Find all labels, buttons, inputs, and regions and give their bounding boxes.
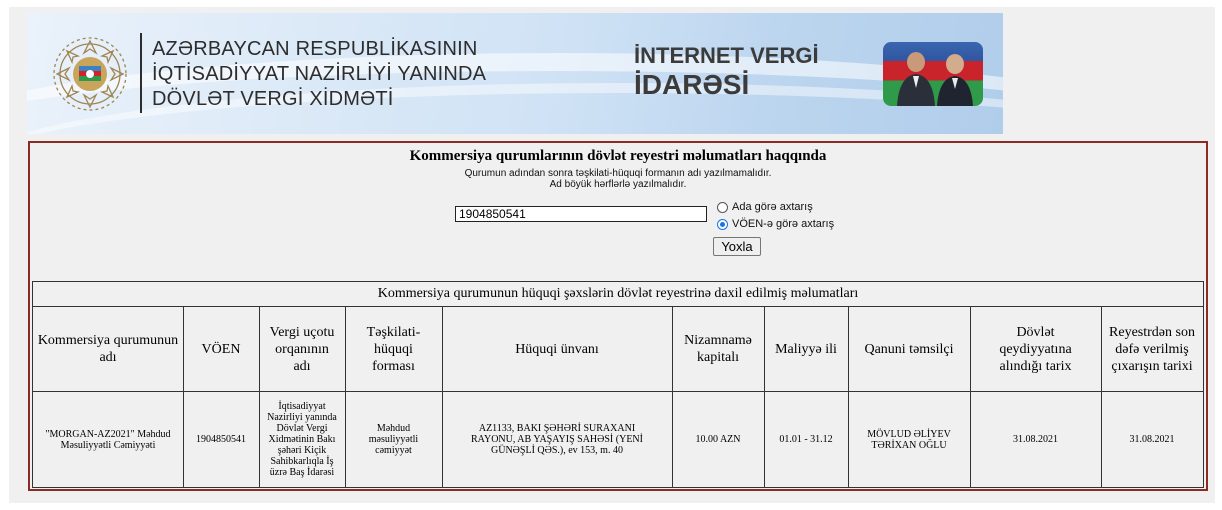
page-frame [9, 7, 1215, 503]
column-header: VÖEN [201, 341, 241, 357]
search-by-voen-label: VÖEN-ə görə axtarış [732, 218, 835, 230]
column-header: Təşkilati-hüquqi forması [366, 324, 421, 374]
check-button[interactable]: Yoxla [713, 237, 761, 256]
search-input[interactable] [455, 206, 707, 222]
table-cell-legal-address: AZ1133, BAKI ŞƏHƏRİ SURAXANI RAYONU, AB YAŞAYIŞ SAHƏSİ (YENİ GÜNƏŞLİ QƏS.), ev 153, m. 40 [471, 423, 643, 456]
search-by-name-radio[interactable] [717, 202, 728, 213]
column-divider [1101, 307, 1102, 487]
table-cell-legal-form: Məhdud məsuliyyətli cəmiyyət [368, 423, 419, 456]
search-by-name-option[interactable] [717, 201, 813, 213]
search-note-1: Qurumun adından sonra təşkilati-hüquqi formanın adı yazılmamalıdır. [464, 168, 772, 179]
search-by-voen-radio[interactable] [717, 219, 728, 230]
column-divider [848, 307, 849, 487]
column-header: Hüquqi ünvanı [515, 341, 599, 357]
row-divider [33, 391, 1203, 392]
column-divider [672, 307, 673, 487]
column-divider [259, 307, 260, 487]
agency-name-line-2: İQTİSADİYYAT NAZİRLİYİ YANINDA [152, 63, 487, 85]
column-header: Kommersiya qurumunun adı [37, 333, 179, 365]
results-caption: Kommersiya qurumunun hüquqi şəxslərin dövlət reyestrinə daxil edilmiş məlumatları [33, 282, 1203, 307]
search-title: Kommersiya qurumlarının dövlət reyestri məlumatları haqqında [409, 148, 827, 164]
leaders-photo [883, 42, 983, 106]
search-note-2: Ad böyük hərflərlə yazılmalıdır. [549, 179, 687, 190]
table-cell-tax-office: İqtisadiyyat Nazirliyi yanında Dövlət Vergi Xidmətinin Bakı şəhəri Kiçik Sahibkarlıqla İş üzrə Baş İdarəsi [267, 401, 337, 478]
table-cell-fiscal-year: 01.01 - 31.12 [779, 434, 833, 445]
column-header: Nizamnamə kapitalı [684, 333, 752, 365]
agency-name-line-3: DÖVLƏT VERGİ XİDMƏTİ [152, 88, 394, 110]
table-cell-capital: 10.00 AZN [695, 434, 741, 445]
state-emblem-icon [51, 35, 129, 113]
table-cell-extract-date: 31.08.2021 [1129, 434, 1175, 445]
table-cell-registration-date: 31.08.2021 [1013, 434, 1058, 445]
column-header: Qanuni təmsilçi [864, 341, 954, 357]
column-divider [183, 307, 184, 487]
table-cell-voen: 1904850541 [196, 434, 246, 445]
search-by-voen-option[interactable] [717, 218, 834, 230]
search-panel [28, 141, 1208, 491]
column-header: Reyestrdən son dəfə verilmiş çıxarışın tarixi [1109, 324, 1195, 374]
header-banner [27, 13, 1003, 134]
search-by-name-label: Ada görə axtarış [732, 201, 813, 213]
column-header: Vergi uçotu orqanının adı [269, 324, 335, 374]
table-cell-legal-representative: MÖVLUD ƏLİYEV TƏRİXAN OĞLU [867, 428, 951, 451]
results-table [32, 281, 1204, 488]
emblem-divider [140, 33, 142, 113]
column-header: Dövlət qeydiyyatına alındığı tarix [999, 324, 1072, 374]
service-title-line-1: İNTERNET VERGİ [634, 43, 819, 68]
table-cell-company-name: "MORGAN-AZ2021" Məhdud Məsuliyyətli Cəmiyyəti [45, 428, 171, 451]
column-divider [442, 307, 443, 487]
service-title-line-2: İDARƏSİ [634, 69, 750, 100]
agency-name-line-1: AZƏRBAYCAN RESPUBLİKASININ [152, 38, 478, 60]
column-divider [970, 307, 971, 487]
column-header: Maliyyə ili [775, 341, 837, 357]
column-divider [764, 307, 765, 487]
column-divider [345, 307, 346, 487]
